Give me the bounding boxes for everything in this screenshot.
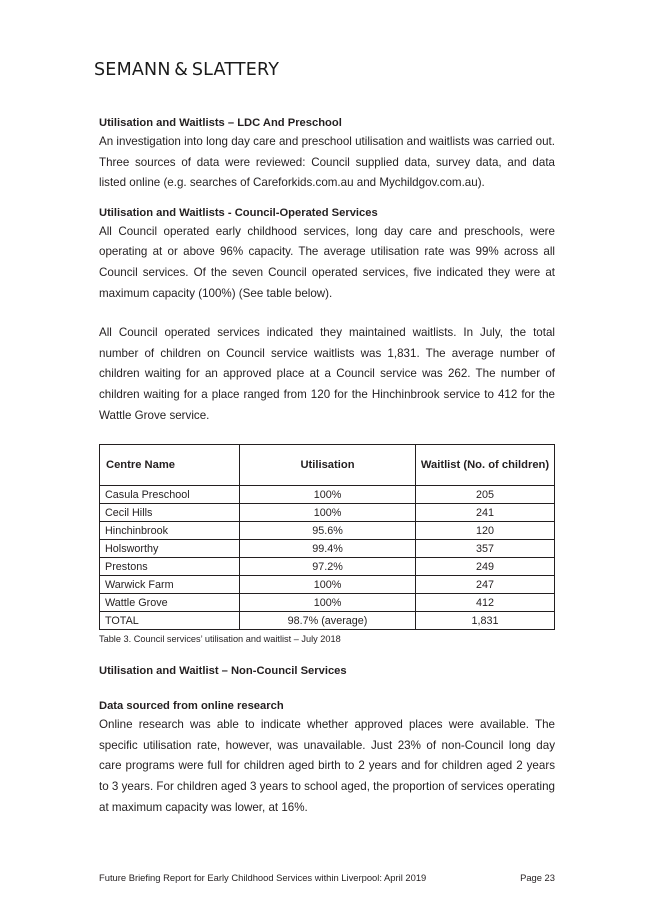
cell-centre-name: Casula Preschool bbox=[100, 486, 240, 504]
cell-utilisation: 100% bbox=[240, 594, 416, 612]
cell-waitlist: 412 bbox=[416, 594, 555, 612]
cell-centre-name: Prestons bbox=[100, 558, 240, 576]
paragraph-waitlists: All Council operated services indicated they maintained waitlists. In July, the total number of children on Council service waitlists was 1,831. The average number of children waiting for an approved place at a Council service was 262. The number of children waiting for a place ranged from 120 for the Hinchinbrook service to 412 for the Wattle Grove service. bbox=[99, 326, 555, 422]
footer-page-number: Page 23 bbox=[520, 872, 555, 883]
cell-waitlist: 249 bbox=[416, 558, 555, 576]
cell-utilisation: 99.4% bbox=[240, 540, 416, 558]
table-row bbox=[100, 540, 555, 558]
cell-waitlist: 205 bbox=[416, 486, 555, 504]
table-row bbox=[100, 522, 555, 540]
cell-centre-name: Holsworthy bbox=[100, 540, 240, 558]
section-heading-ldc-preschool: Utilisation and Waitlists – LDC And Preschool bbox=[99, 117, 342, 129]
section-heading-non-council: Utilisation and Waitlist – Non-Council Services bbox=[99, 665, 347, 678]
cell-utilisation: 98.7% (average) bbox=[240, 612, 416, 630]
section-heading-council-operated: Utilisation and Waitlists - Council-Operated Services bbox=[99, 206, 378, 219]
table-row bbox=[100, 558, 555, 576]
page-content bbox=[99, 116, 555, 818]
table-row bbox=[100, 486, 555, 504]
cell-utilisation: 100% bbox=[240, 486, 416, 504]
table-row-total bbox=[100, 612, 555, 630]
cell-utilisation: 100% bbox=[240, 576, 416, 594]
cell-centre-name: Cecil Hills bbox=[100, 504, 240, 522]
paragraph-capacity: All Council operated early childhood services, long day care and preschools, were operating at or above 96% capacity. The average utilisation rate was 99% across all Council services. Of the seven Council operated services, five indicated they were at maximum capacity (100%) (See table below). bbox=[99, 224, 555, 300]
cell-centre-name: Hinchinbrook bbox=[100, 522, 240, 540]
cell-centre-name: Warwick Farm bbox=[100, 576, 240, 594]
cell-utilisation: 100% bbox=[240, 504, 416, 522]
cell-waitlist: 1,831 bbox=[416, 612, 555, 630]
footer-report-title: Future Briefing Report for Early Childhood Services within Liverpool: April 2019 bbox=[99, 872, 427, 883]
subheading-online-research: Data sourced from online research bbox=[99, 700, 284, 713]
table-caption: Table 3. Council services’ utilisation and waitlist – July 2018 bbox=[99, 634, 341, 645]
table-row bbox=[100, 504, 555, 522]
cell-utilisation: 97.2% bbox=[240, 558, 416, 576]
table-row bbox=[100, 576, 555, 594]
utilisation-table bbox=[99, 444, 555, 630]
cell-waitlist: 247 bbox=[416, 576, 555, 594]
page-footer bbox=[99, 872, 555, 883]
cell-centre-name: Wattle Grove bbox=[100, 594, 240, 612]
cell-centre-name: TOTAL bbox=[100, 612, 240, 630]
column-header-centre-name: Centre Name bbox=[100, 445, 240, 486]
cell-waitlist: 241 bbox=[416, 504, 555, 522]
column-header-utilisation: Utilisation bbox=[240, 445, 416, 486]
paragraph-investigation: An investigation into long day care and preschool utilisation and waitlists was carried out. Three sources of data were reviewed: Council supplied data, survey data, and data listed online (e.g. searches of Careforkids.com.au and Mychildgov.com.au). bbox=[99, 135, 555, 190]
cell-utilisation: 95.6% bbox=[240, 522, 416, 540]
table-header-row bbox=[100, 445, 555, 486]
table-row bbox=[100, 594, 555, 612]
paragraph-online-research: Online research was able to indicate whether approved places were available. The specific utilisation rate, however, was unavailable. Just 23% of non-Council long day care programs were full for children aged birth to 2 years and for children aged 2 years to 3 years. For children aged 3 years to school aged, the proportion of services operating at maximum capacity was lower, at 16%. bbox=[99, 718, 555, 814]
column-header-waitlist: Waitlist (No. of children) bbox=[416, 445, 555, 486]
cell-waitlist: 357 bbox=[416, 540, 555, 558]
cell-waitlist: 120 bbox=[416, 522, 555, 540]
company-logo: SEMANN & SLATTERY bbox=[94, 60, 280, 80]
